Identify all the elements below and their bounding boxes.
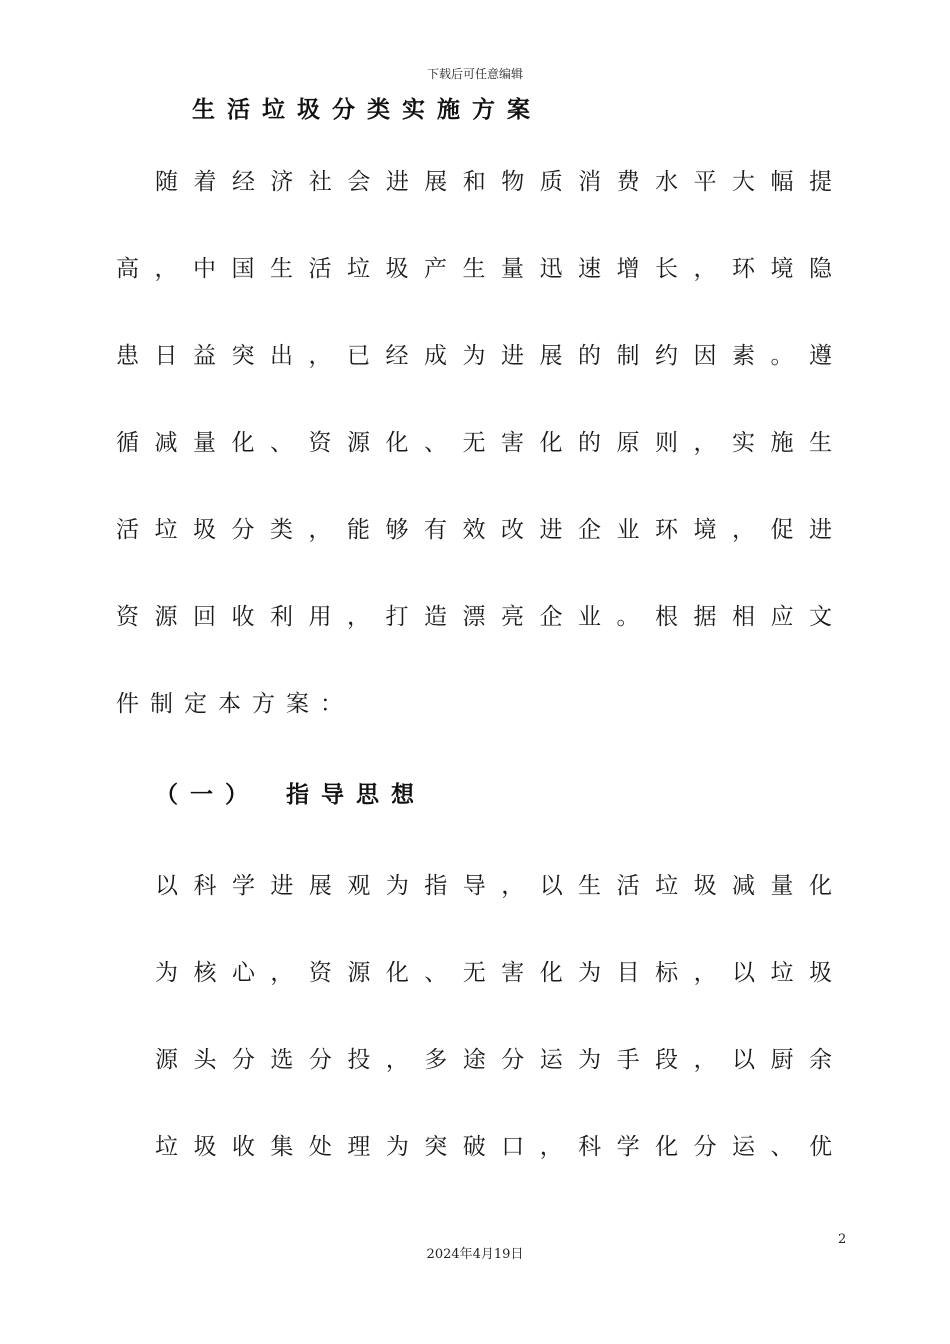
paragraph-line: 高，中国生活垃圾产生量迅速增长，环境隐: [116, 256, 832, 282]
paragraph-line: 循减量化、资源化、无害化的原则，实施生: [116, 430, 832, 456]
paragraph-line: 源头分选分投，多途分运为手段，以厨余: [155, 1047, 832, 1073]
section-heading: [155, 779, 426, 811]
section-title: 指导思想: [286, 782, 426, 808]
page-number: 2: [838, 1232, 847, 1247]
paragraph-line: 活垃圾分类，能够有效改进企业环境，促进: [116, 517, 832, 543]
header-note: 下载后可任意编辑: [426, 67, 523, 81]
paragraph-line: 患日益突出，已经成为进展的制约因素。遵: [116, 343, 832, 369]
paragraph-line: 随着经济社会进展和物质消费水平大幅提: [155, 169, 832, 195]
footer-date: 2024年4月19日: [426, 1247, 524, 1262]
section-number: （一）: [155, 782, 260, 808]
paragraph-line: 为核心，资源化、无害化为目标，以垃圾: [155, 960, 832, 986]
paragraph-line: 以科学进展观为指导，以生活垃圾减量化: [155, 873, 832, 899]
paragraph-line: 资源回收利用，打造漂亮企业。根据相应文: [116, 604, 832, 630]
document-title: 生活垃圾分类实施方案: [192, 97, 542, 123]
paragraph-line: 件制定本方案：: [116, 691, 354, 717]
paragraph-line: 垃圾收集处理为突破口，科学化分运、优: [155, 1134, 832, 1160]
